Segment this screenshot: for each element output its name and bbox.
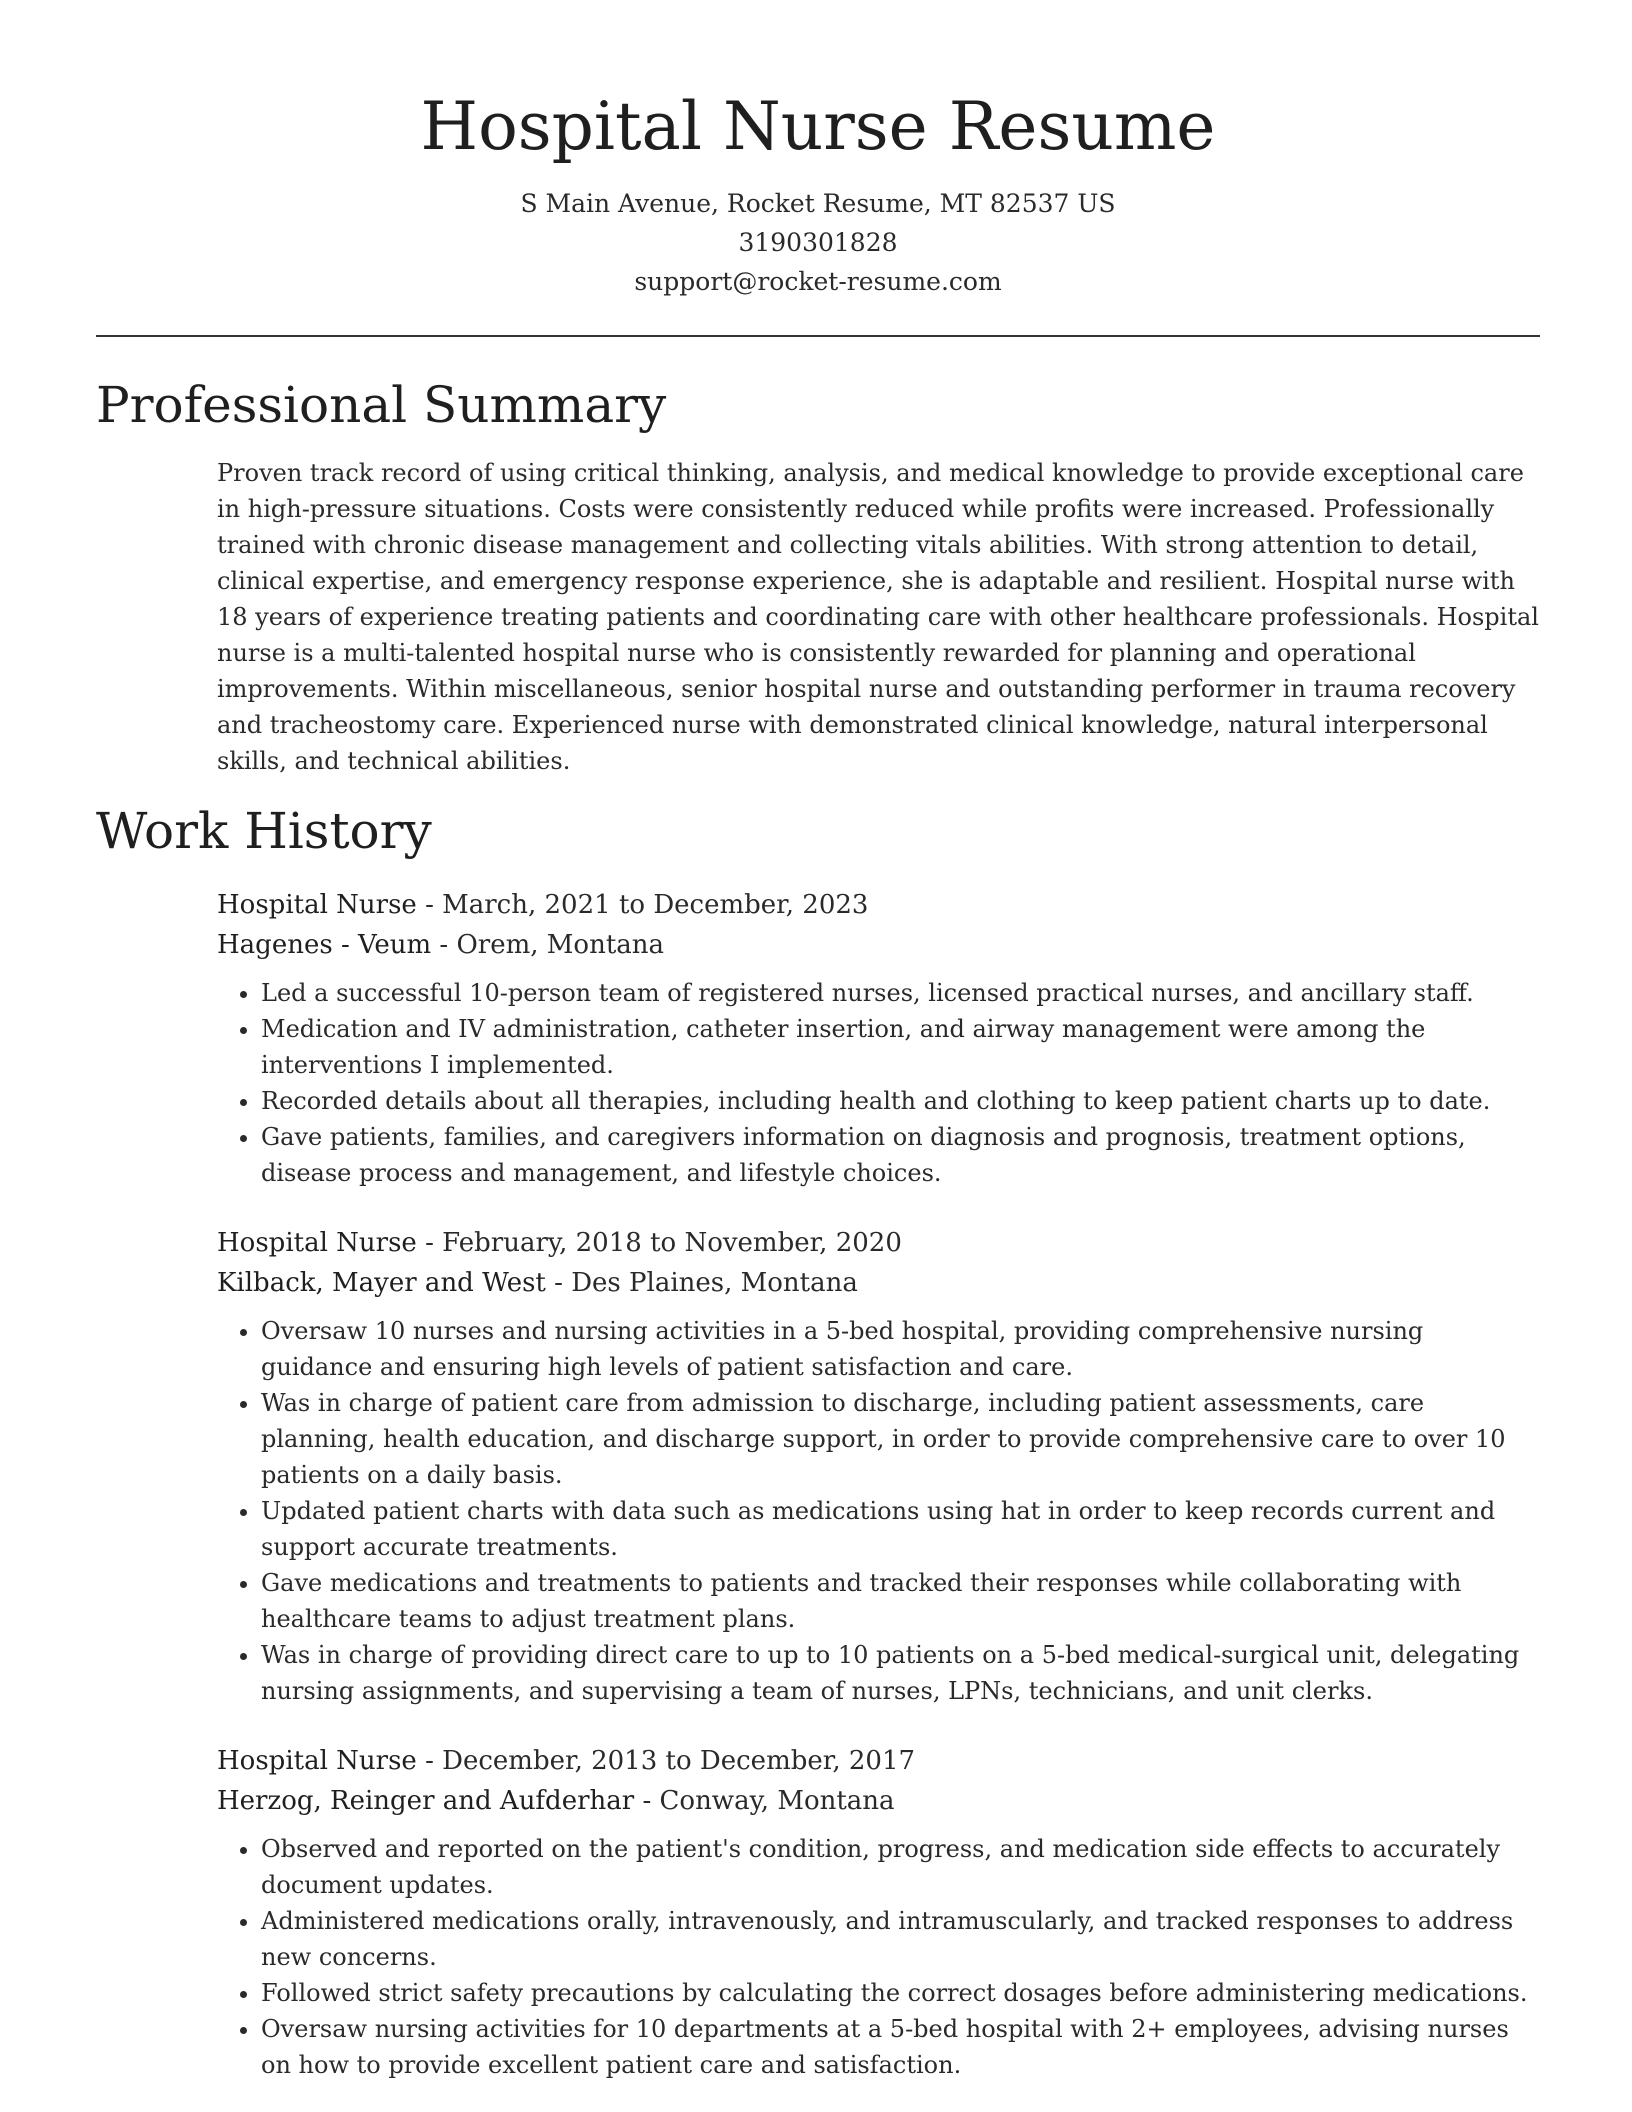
job-bullet: • Was in charge of providing direct care to up to 10 patients on a 5-bed medical-surgical unit, delegating nursing assignments, and supervising a team of nurses, LPNs, technicians, and unit clerks. [261,1637,1540,1709]
job-title-line [217,1223,1540,1263]
job-role: Hospital Nurse [217,1228,417,1258]
job-company: Kilback, Mayer and West [217,1268,546,1298]
job-bullet: • Followed strict safety precautions by calculating the correct dosages before administering medications. [261,1975,1540,2011]
contact-email: support@rocket-resume.com [634,267,1002,296]
job-bullet: • Gave patients, families, and caregivers information on diagnosis and prognosis, treatment options, disease process and management, and lifestyle choices. [261,1119,1540,1191]
job-role: Hospital Nurse [217,890,417,920]
resume-title: Hospital Nurse Resume [420,88,1216,165]
job-bullets [217,975,1540,1191]
job-bullet: • Oversaw nursing activities for 10 departments at a 5-bed hospital with 2+ employees, advising nurses on how to provide excellent patient care and satisfaction. [261,2011,1540,2083]
job-location: - Des Plaines, Montana [545,1268,858,1298]
job-entry [217,1741,1540,2083]
job-entry [217,1223,1540,1709]
job-bullet: • Gave medications and treatments to patients and tracked their responses while collaborating with healthcare teams to adjust treatment plans. [261,1565,1540,1637]
job-dates: - February, 2018 to November, 2020 [416,1228,902,1258]
contact-phone: 3190301828 [738,228,898,257]
job-bullet: • Oversaw 10 nurses and nursing activities in a 5-bed hospital, providing comprehensive nursing guidance and ensuring high levels of patient satisfaction and care. [261,1313,1540,1385]
job-title-line [217,885,1540,925]
job-role: Hospital Nurse [217,1746,417,1776]
job-company: Hagenes - Veum [217,930,432,960]
professional-summary-heading: Professional Summary [96,376,667,434]
job-bullet: • Led a successful 10-person team of registered nurses, licensed practical nurses, and ancillary staff. [261,975,1540,1011]
job-bullet: • Administered medications orally, intravenously, and intramuscularly, and tracked responses to address new concerns. [261,1903,1540,1975]
job-bullets [217,1831,1540,2083]
resume-header [96,0,1540,301]
job-location: - Conway, Montana [634,1786,895,1816]
resume-page [96,0,1540,2083]
job-bullet: • Medication and IV administration, catheter insertion, and airway management were among the interventions I implemented. [261,1011,1540,1083]
job-bullet: • Observed and reported on the patient's condition, progress, and medication side effects to accurately document updates. [261,1831,1540,1903]
job-bullet: • Recorded details about all therapies, including health and clothing to keep patient charts up to date. [261,1083,1540,1119]
header-divider [96,335,1540,337]
job-dates: - December, 2013 to December, 2017 [416,1746,916,1776]
job-company-line [217,925,1540,965]
job-company-line [217,1263,1540,1303]
job-title-line [217,1741,1540,1781]
job-company: Herzog, Reinger and Aufderhar [217,1786,635,1816]
job-bullets [217,1313,1540,1709]
professional-summary-text: Proven track record of using critical thinking, analysis, and medical knowledge to provide exceptional care in high-pressure situations. Costs were consistently reduced while profits were increased. Professionally trained with chronic disease management and collecting vitals abilities. With strong attention to detail, clinical expertise, and emergency response experience, she is adaptable and resilient. Hospital nurse with 18 years of experience treating patients and coordinating care with other healthcare professionals. Hospital nurse is a multi-talented hospital nurse who is consistently rewarded for planning and operational improvements. Within miscellaneous, senior hospital nurse and outstanding performer in trauma recovery and tracheostomy care. Experienced nurse with demonstrated clinical knowledge, natural interpersonal skills, and technical abilities. [217,459,1539,775]
contact-info [96,184,1540,301]
work-history-list [217,885,1540,2083]
job-entry [217,885,1540,1191]
job-location: - Orem, Montana [431,930,665,960]
contact-address: S Main Avenue, Rocket Resume, MT 82537 US [520,189,1116,218]
job-bullet: • Updated patient charts with data such as medications using hat in order to keep records current and support accurate treatments. [261,1493,1540,1565]
job-company-line [217,1781,1540,1821]
job-bullet: • Was in charge of patient care from admission to discharge, including patient assessments, care planning, health education, and discharge support, in order to provide comprehensive care to over 10 patients on a daily basis. [261,1385,1540,1493]
work-history-heading: Work History [96,802,432,860]
job-dates: - March, 2021 to December, 2023 [416,890,869,920]
